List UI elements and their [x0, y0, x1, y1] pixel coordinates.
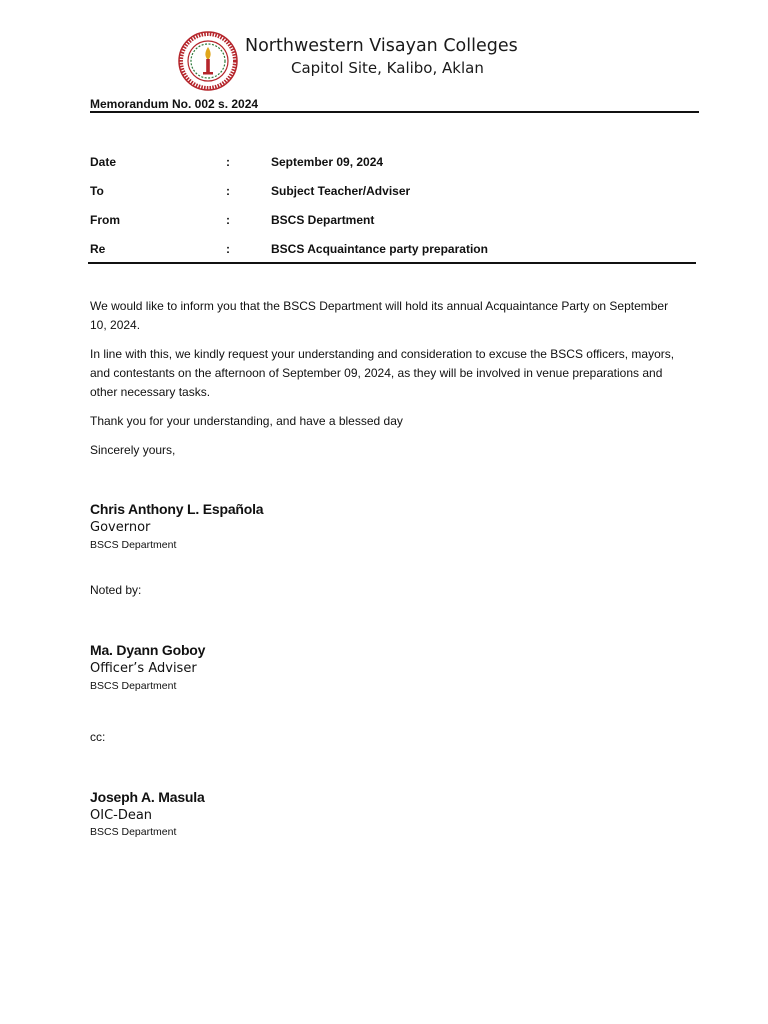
field-value: BSCS Acquaintance party preparation: [271, 242, 488, 256]
field-value: September 09, 2024: [271, 155, 384, 169]
fields-divider: [88, 262, 696, 264]
field-from: [0, 213, 768, 233]
field-colon: :: [226, 242, 230, 256]
cc-name: Joseph A. Masula: [90, 789, 205, 805]
field-re: [0, 242, 768, 262]
field-date: [0, 155, 768, 175]
noted-name: Ma. Dyann Goboy: [90, 642, 206, 658]
field-colon: :: [226, 155, 230, 169]
field-colon: :: [226, 184, 230, 198]
memorandum-number: Memorandum No. 002 s. 2024: [90, 97, 259, 111]
field-to: [0, 184, 768, 204]
body-paragraph: In line with this, we kindly request your understanding and consideration to excuse the BSCS officers, mayors, and contestants on the afternoon of September 09, 2024, as they will be involved in venue preparations and other necessary tasks.: [90, 347, 675, 399]
noted-by-label: Noted by:: [90, 583, 142, 597]
school-seal-icon: [178, 31, 238, 91]
noted-title: Officer’s Adviser: [90, 661, 197, 676]
field-value: BSCS Department: [271, 213, 375, 227]
header-divider: [90, 111, 699, 113]
body-paragraph: We would like to inform you that the BSCS Department will hold its annual Acquaintance Party on September 10, 2024.: [90, 299, 669, 332]
field-colon: :: [226, 213, 230, 227]
closing-salutation: Sincerely yours,: [90, 443, 176, 457]
field-value: Subject Teacher/Adviser: [271, 184, 411, 198]
field-label: Re: [90, 242, 106, 256]
author-title: Governor: [90, 520, 151, 535]
cc-department: BSCS Department: [90, 826, 177, 838]
author-department: BSCS Department: [90, 539, 177, 551]
school-address: Capitol Site, Kalibo, Aklan: [291, 59, 484, 77]
cc-title: OIC-Dean: [90, 808, 153, 823]
field-label: Date: [90, 155, 117, 169]
noted-department: BSCS Department: [90, 680, 177, 692]
field-label: To: [90, 184, 104, 198]
field-label: From: [90, 213, 120, 227]
school-name: Northwestern Visayan Colleges: [245, 36, 518, 56]
cc-label: cc:: [90, 730, 106, 744]
body-paragraph: Thank you for your understanding, and have a blessed day: [90, 414, 403, 428]
author-name: Chris Anthony L. Española: [90, 501, 264, 517]
